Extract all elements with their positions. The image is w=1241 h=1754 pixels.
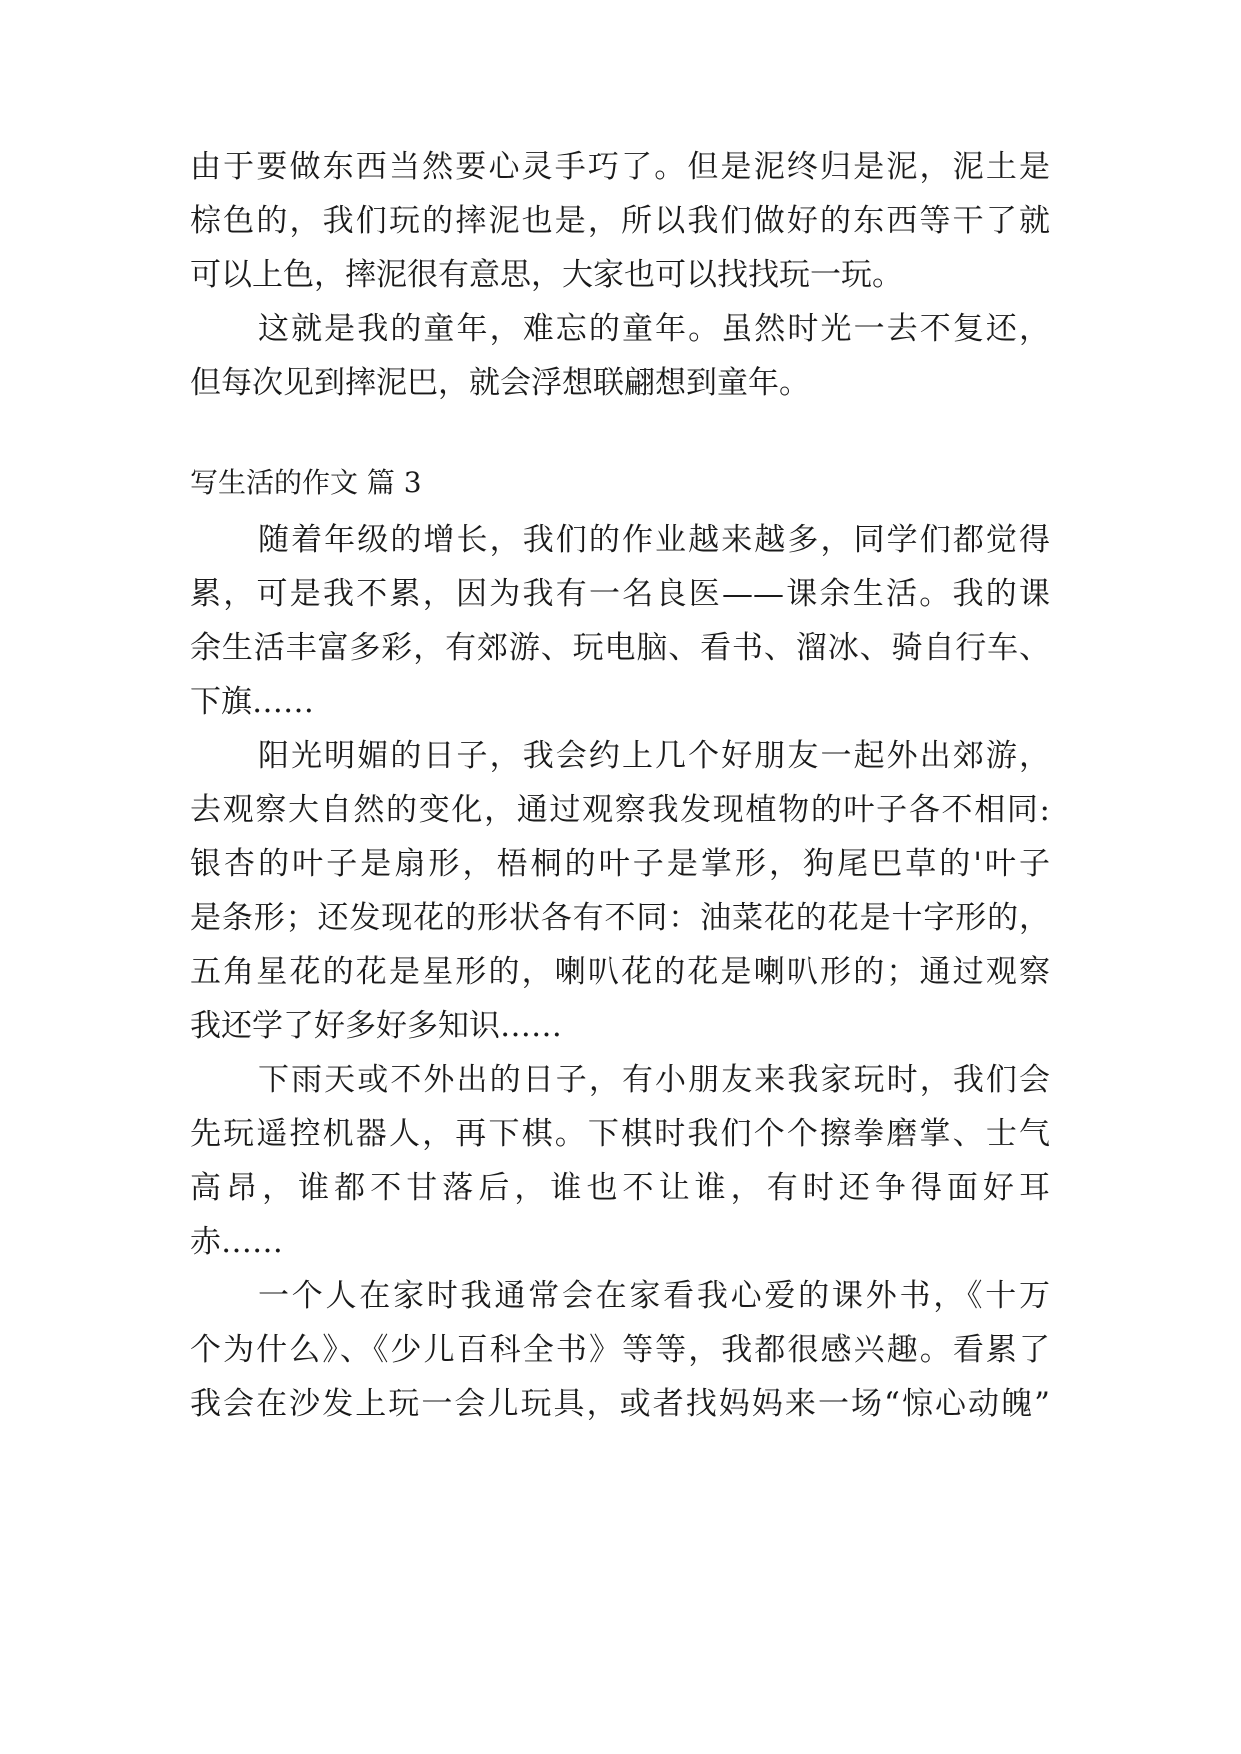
- text-line: 去观察大自然的变化，通过观察我发现植物的叶子各不相同:: [190, 792, 1050, 828]
- text-line: 高昂，谁都不甘落后，谁也不让谁，有时还争得面好耳: [190, 1170, 1050, 1206]
- text-line: 随着年级的增长，我们的作业越来越多，同学们都觉得: [258, 522, 1050, 558]
- text-line: 银杏的叶子是扇形，梧桐的叶子是掌形，狗尾巴草的'叶子: [190, 846, 1050, 882]
- text-line: 这就是我的童年，难忘的童年。虽然时光一去不复还，: [258, 311, 1050, 347]
- section-heading: 写生活的作文 篇 3: [190, 466, 422, 499]
- text-line: 下旗……: [190, 684, 314, 720]
- text-line: 棕色的，我们玩的摔泥也是，所以我们做好的东西等干了就: [190, 203, 1050, 239]
- text-line: 一个人在家时我通常会在家看我心爱的课外书，《十万: [258, 1278, 1050, 1314]
- text-line: 我还学了好多好多知识……: [190, 1008, 562, 1044]
- text-line: 先玩遥控机器人，再下棋。下棋时我们个个擦拳磨掌、士气: [190, 1116, 1050, 1152]
- text-line: 累，可是我不累，因为我有一名良医——课余生活。我的课: [190, 576, 1050, 612]
- text-line: 但每次见到摔泥巴，就会浮想联翩想到童年。: [190, 365, 810, 401]
- text-line: 下雨天或不外出的日子，有小朋友来我家玩时，我们会: [258, 1062, 1050, 1098]
- text-line: 阳光明媚的日子，我会约上几个好朋友一起外出郊游，: [258, 738, 1050, 774]
- text-line: 赤……: [190, 1224, 283, 1260]
- text-line: 个为什么》、《少儿百科全书》等等，我都很感兴趣。看累了: [190, 1332, 1050, 1368]
- text-line: 余生活丰富多彩，有郊游、玩电脑、看书、溜冰、骑自行车、: [190, 630, 1050, 666]
- text-line: 五角星花的花是星形的，喇叭花的花是喇叭形的；通过观察: [190, 954, 1050, 990]
- text-line: 是条形；还发现花的形状各有不同：油菜花的花是十字形的，: [190, 900, 1050, 936]
- text-line: 由于要做东西当然要心灵手巧了。但是泥终归是泥，泥土是: [190, 149, 1050, 185]
- text-line: 可以上色，摔泥很有意思，大家也可以找找玩一玩。: [190, 257, 903, 293]
- text-line: 我会在沙发上玩一会儿玩具，或者找妈妈来一场“惊心动魄”: [190, 1386, 1050, 1422]
